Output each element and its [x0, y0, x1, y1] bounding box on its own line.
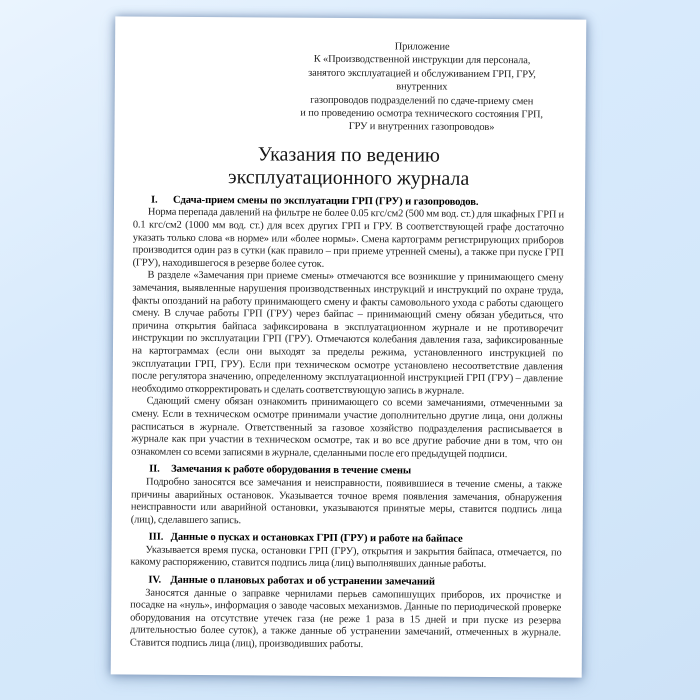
- paragraph: В разделе «Замечания при приеме смены» отмечаются все возникшие у принимающего смену замечания, выявленные нарушения производственных инструкций и инструкций по охране труда, факты опозданий на работу принимающего смену и факты самовольного ухода с работы сдающего смену. В случае работы ГРП (ГРУ) через байпас – принимающий смену обязан убедиться, что причина открытия байпаса зафиксирована в эксплуатационном журнале и не противоречит инструкции по эксплуатации ГРП (ГРУ). Отмечаются колебания давления газа, зафиксированные на картограммах (если они выходят за пределы режима, установленного инструкцией по эксплуатации ГРП, ГРУ). Если при техническом осмотре установлено несоответствие давления после регулятора значению, определенному эксплуатационной инструкцией ГРП (ГРУ) – давление необходимо откорректировать и сделать соответствующую запись в журнале.: [131, 270, 564, 397]
- document-title: [133, 142, 564, 191]
- section-number: IV.: [148, 574, 162, 586]
- annex-note: [282, 40, 561, 136]
- section-1: [131, 194, 564, 461]
- annex-line: ГРУ и внутренних газопроводов»: [348, 121, 495, 134]
- section-heading-text: Замечания к работе оборудования в течение смены: [171, 464, 412, 477]
- section-number: III.: [148, 531, 164, 543]
- section-number: II.: [149, 463, 160, 475]
- document-title-line2: эксплуатационного журнала: [227, 165, 470, 190]
- annex-line: К «Производственной инструкции для персонала,: [313, 54, 531, 67]
- annex-line: и по проведению осмотра технического состояния ГРП,: [300, 107, 543, 121]
- paragraph: Подробно заносятся все замечания и неисправности, появившиеся в течение смены, а также причины аварийных остановок. Указывается точное время появления замечания, обнаружения неисправности или аварийной остановки, указываются принятые меры, ставится подпись лица (лиц), сделавшего запись.: [130, 476, 563, 526]
- section-4: [130, 575, 562, 654]
- paragraph: Сдающий смену обязан ознакомить принимающего со всеми замечаниями, отмеченными за смену. Если в техническом осмотре принимали участие дополнительно другие лица, они должны расписаться в журнале. Ответственный за газовое хозяйство подразделения расписывается в журнале как при участии в техническом осмотре, так и во все другие рабочие дни в том, что он ознакомлен со всеми записями в журнале, сделанными после его предыдущей подписи.: [131, 395, 563, 460]
- paragraph: Указывается время пуска, остановки ГРП (ГРУ), открытия и закрытия байпаса, отмечается, по какому распоряжению, ставится подпись лица (лиц) выполнявших данные работы.: [130, 544, 562, 571]
- annex-line: занятого эксплуатацией и обслуживанием ГРП, ГРУ, внутренних: [308, 67, 536, 93]
- document-page: [111, 16, 587, 677]
- section-heading-text: Сдача-прием смены по эксплуатации ГРП (ГРУ) и газопроводов.: [172, 194, 479, 208]
- annex-line: газопроводов подразделений по сдаче-приему смен: [310, 94, 534, 107]
- annex-line: Приложение: [394, 41, 450, 53]
- document-title-line1: Указания по ведению: [257, 143, 440, 167]
- paragraph: Заносятся данные о заправке чернилами перьев самопишущих приборов, их прочистке и посадке на «нуль», информация о заводе часовых механизмов. Данные по периодической проверке оборудования на отсутствие утечек газа (не реже 1 раза в 15 дней и при пуске из резерва длительностью более суток), а также данные об устранении замечаний, отмеченных в журнале. Ставится подпись лица (лиц), производивших работы.: [129, 587, 562, 651]
- section-2: [131, 464, 562, 530]
- section-heading-text: Данные о плановых работах и об устранении замечаний: [170, 574, 435, 588]
- section-heading-text: Данные о пусках и остановках ГРП (ГРУ) и работе на байпасе: [170, 532, 463, 546]
- paragraph: Норма перепада давлений на фильтре не более 0.05 кгс/см2 (500 мм вод. ст.) для шкафных ГРП и 0.1 кгс/см2 (1000 мм вод. ст.) для всех других ГРП и ГРУ. В соответствующей графе достаточно указать только слова «в норме» или «более нормы». Смена картограмм регистрирующих приборов производится один раз в сутки (как правило – при приеме утренней смены), а также при пуске ГРП (ГРУ), находившегося в резерве более суток.: [132, 207, 564, 270]
- section-3: [130, 532, 561, 573]
- section-number: I.: [150, 194, 158, 206]
